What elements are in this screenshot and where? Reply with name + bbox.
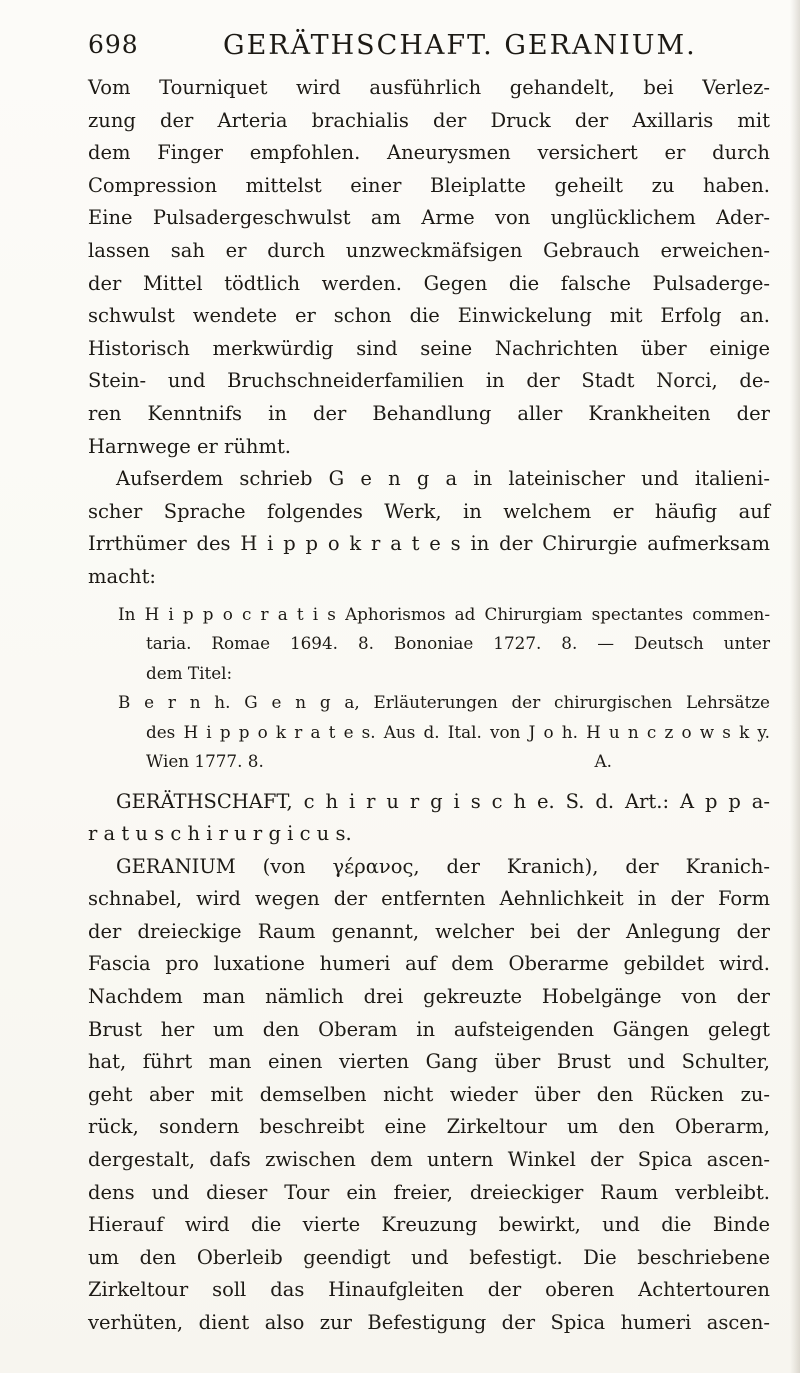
text-line: Brust her um den Oberam in aufsteigenden Gängen gelegt bbox=[88, 1017, 770, 1041]
text-line: Zirkeltour soll das Hinaufgleiten der oberen Achtertouren bbox=[88, 1278, 770, 1302]
text-line: um den Oberleib geendigt und befestigt. Die beschriebene bbox=[88, 1245, 770, 1269]
page-header bbox=[88, 30, 768, 70]
text-line: der Mittel tödtlich werden. Gegen die falsche Pulsaderge- bbox=[88, 271, 770, 295]
bibliography-line: B e r n h. G e n g a, Erläuterungen der chirurgischen Lehrsätze bbox=[118, 692, 770, 712]
text-line: Aufserdem schrieb G e n g a in lateinischer und italieni- bbox=[116, 467, 770, 491]
text-line: scher Sprache folgendes Werk, in welchem er häufig auf bbox=[88, 499, 770, 523]
bibliography-line: dem Titel: bbox=[146, 662, 233, 683]
page-edge-shadow bbox=[790, 0, 800, 1373]
text-line: Fascia pro luxatione humeri auf dem Oberarme gebildet wird. bbox=[88, 952, 770, 976]
text-line: GERANIUM (von γέρανος, der Kranich), der Kranich- bbox=[116, 854, 770, 878]
text-line: Nachdem man nämlich drei gekreuzte Hobelgänge von der bbox=[88, 985, 770, 1009]
text-line: schwulst wendete er schon die Einwickelung mit Erfolg an. bbox=[88, 304, 770, 328]
bibliography-line: Wien 1777. 8. A. bbox=[146, 751, 612, 771]
text-line: zung der Arteria brachialis der Druck der Axillaris mit bbox=[88, 108, 770, 132]
text-line: Compression mittelst einer Bleiplatte geheilt zu haben. bbox=[88, 173, 770, 197]
text-line: Historisch merkwürdig sind seine Nachrichten über einige bbox=[88, 336, 770, 360]
body-text bbox=[88, 72, 770, 1340]
text-line: lassen sah er durch unzweckmäfsigen Gebrauch erweichen- bbox=[88, 238, 770, 262]
text-line: dergestalt, dafs zwischen dem untern Winkel der Spica ascen- bbox=[88, 1148, 770, 1172]
text-line: ren Kenntnifs in der Behandlung aller Krankheiten der bbox=[88, 401, 770, 425]
text-line: GERÄTHSCHAFT, c h i r u r g i s c h e. S. d. Art.: A p p a- bbox=[116, 789, 770, 813]
bibliography-line: taria. Romae 1694. 8. Bononiae 1727. 8. — Deutsch unter bbox=[146, 633, 770, 653]
bibliography-line: des H i p p o k r a t e s. Aus d. Ital. von J o h. H u n c z o w s k y. bbox=[146, 721, 770, 742]
text-line: geht aber mit demselben nicht wieder über den Rücken zu- bbox=[88, 1082, 770, 1106]
spacer bbox=[88, 777, 770, 786]
text-line: Hierauf wird die vierte Kreuzung bewirkt, und die Binde bbox=[88, 1213, 770, 1237]
text-line: r a t u s c h i r u r g i c u s. bbox=[88, 822, 352, 846]
text-line: Harnwege er rühmt. bbox=[88, 434, 291, 458]
text-line: hat, führt man einen vierten Gang über Brust und Schulter, bbox=[88, 1050, 770, 1074]
text-line: Stein- und Bruchschneiderfamilien in der Stadt Norci, de- bbox=[88, 369, 770, 393]
bibliography-line: In H i p p o c r a t i s Aphorismos ad Chirurgiam spectantes commen- bbox=[118, 603, 770, 624]
text-line: Irrthümer des H i p p o k r a t e s in der Chirurgie aufmerksam bbox=[88, 532, 770, 556]
text-line: schnabel, wird wegen der entfernten Aehnlichkeit in der Form bbox=[88, 887, 770, 911]
text-line: rück, sondern beschreibt eine Zirkeltour um den Oberarm, bbox=[88, 1115, 770, 1139]
text-line: verhüten, dient also zur Befestigung der Spica humeri ascen- bbox=[88, 1311, 770, 1334]
text-line: der dreieckige Raum genannt, welcher bei der Anlegung der bbox=[88, 919, 770, 943]
text-line: dens und dieser Tour ein freier, dreieckiger Raum verbleibt. bbox=[88, 1180, 770, 1204]
text-line: dem Finger empfohlen. Aneurysmen versichert er durch bbox=[88, 141, 770, 165]
text-line: Eine Pulsadergeschwulst am Arme von unglücklichem Ader- bbox=[88, 206, 770, 230]
running-head: GERÄTHSCHAFT. GERANIUM. bbox=[223, 30, 697, 61]
text-line: macht: bbox=[88, 564, 157, 588]
page-number: 698 bbox=[88, 30, 139, 59]
text-line: Vom Tourniquet wird ausführlich gehandelt, bei Verlez- bbox=[88, 76, 770, 99]
